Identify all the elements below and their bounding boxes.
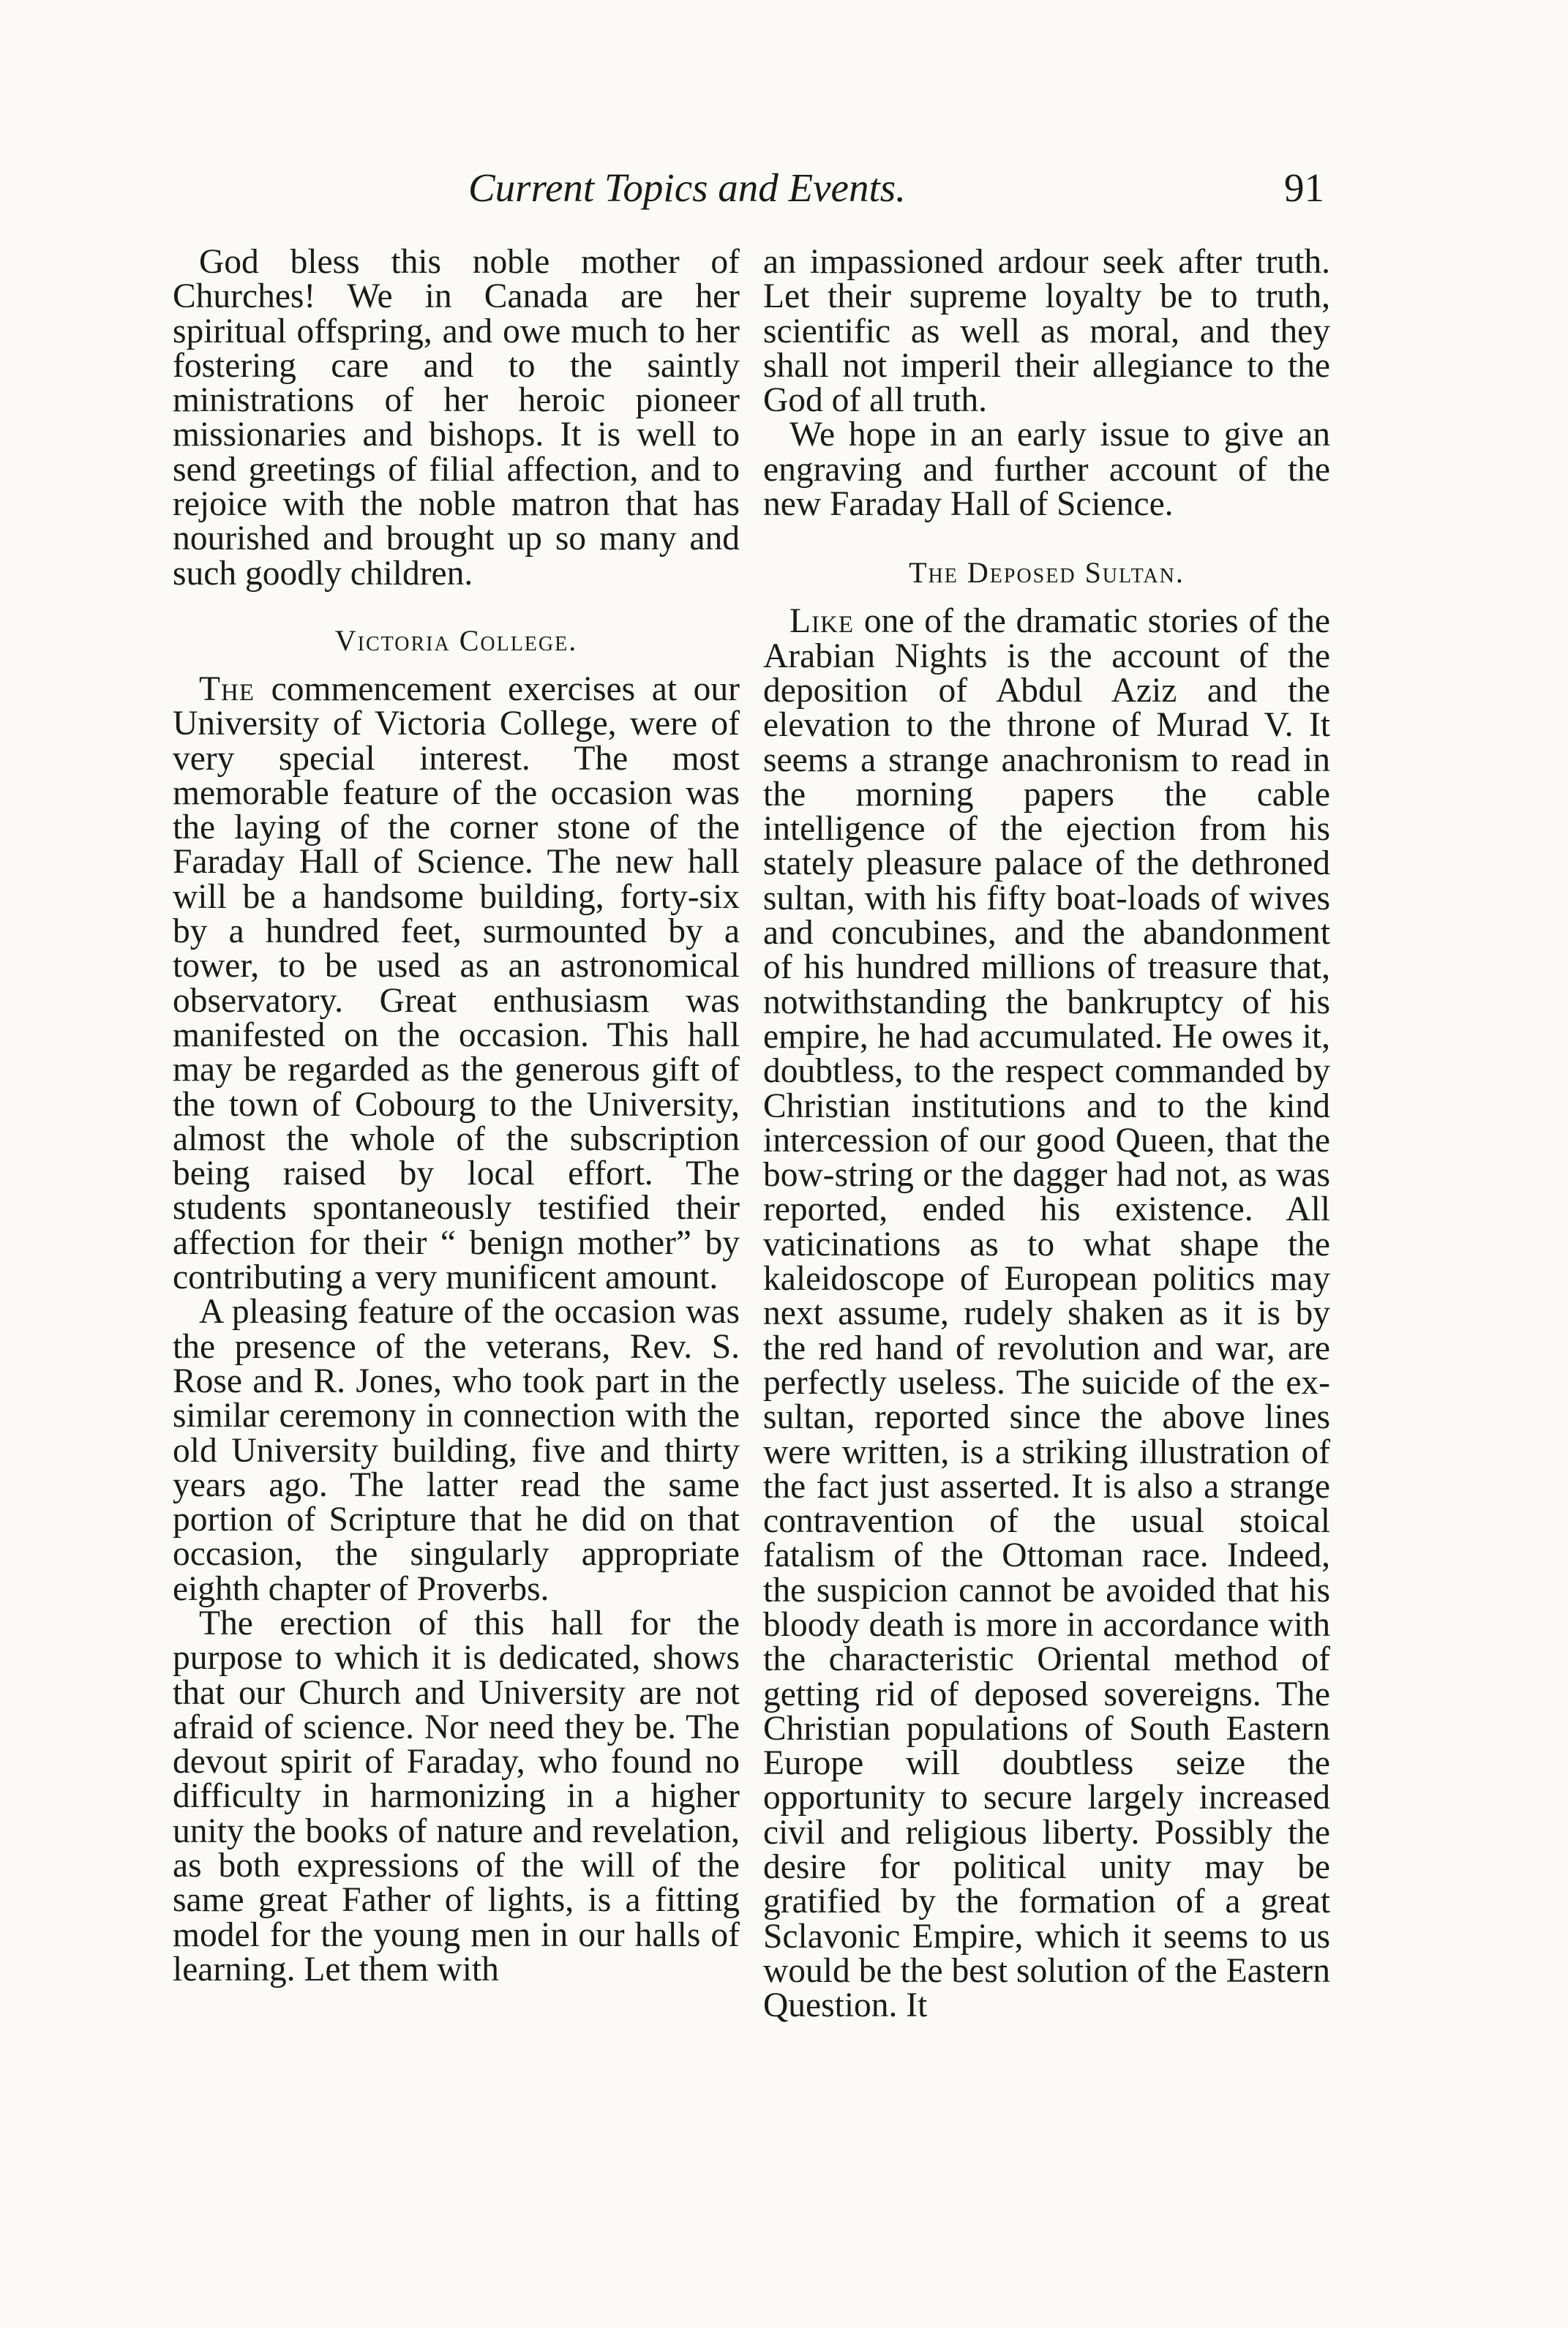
running-title: Current Topics and Events. bbox=[468, 165, 906, 210]
paragraph-engraving: We hope in an early issue to give an engraving and further account of the new Faraday Hall of Science. bbox=[763, 416, 1330, 524]
left-column bbox=[173, 245, 740, 1987]
lead-word: Like bbox=[789, 602, 854, 641]
lead-word: The bbox=[199, 669, 255, 708]
section-heading-deposed-sultan: The Deposed Sultan. bbox=[909, 556, 1185, 590]
page-number: 91 bbox=[1284, 165, 1324, 210]
paragraph-sultan-body: one of the dramatic stories of the Arabian Nights is the account of the deposition of Abdul Aziz and the elevation to the throne of Murad V. It seems a strange anachronism to read in the morning papers the cable intelligence of the ejection from his stately pleasure palace of the dethroned sultan, with his fifty boat-loads of wives and concubines, and the abandonment of his hundred millions of treasure that, notwithstanding the bankruptcy of his empire, he had accumulated. He owes it, doubtless, to the respect commanded by Christian institutions and to the kind intercession of our good Queen, that the bow-string or the dagger had not, as was reported, ended his existence. All vaticinations as to what shape the kaleidoscope of European politics may next assume, rudely shaken as it is by the red hand of revolution and war, are perfectly useless. The suicide of the ex-sultan, reported since the above lines were written, is a striking illustration of the fact just asserted. It is also a strange contravention of the usual stoical fatalism of the Ottoman race. Indeed, the suspicion cannot be avoided that his bloody death is more in accordance with the characteristic Oriental method of getting rid of deposed sovereigns. The Christian populations of South Eastern Europe will doubtless seize the opportunity to secure largely increased civil and religious liberty. Possibly the desire for political unity may be gratified by the formation of a great Sclavonic Empire, which it seems to us would be the best solution of the Eastern Question. It bbox=[763, 602, 1330, 2025]
right-column bbox=[763, 245, 1330, 2024]
paragraph-erection: The erection of this hall for the purpose to which it is dedicated, shows that our Church and University are not afraid of science. Nor need they be. The devout spirit of Faraday, who found no difficulty in harmonizing in a higher unity the books of nature and revelation, as both expressions of the will of the same great Father of lights, is a fitting model for the young men in our halls of learning. Let them with bbox=[173, 1604, 740, 1989]
paragraph-mother-of-churches: God bless this noble mother of Churches! We in Canada are her spiritual offspring, and owe much to her fostering care and to the saintly ministrations of her heroic pioneer missionaries and bishops. It is well to send greetings of filial affection, and to rejoice with the noble matron that has nourished and brought up so many and such goodly children. bbox=[173, 243, 740, 593]
paragraph-sultan bbox=[763, 604, 1330, 2023]
paragraph-commencement-body: commencement exercises at our University of Victoria College, were of very special interest. The most memorable feature of the occasion was the laying of the corner stone of the Faraday Hall of Science. The new hall will be a handsome building, forty-six by a hundred feet, surmounted by a tower, to be used as an astronomical observatory. Great enthusiasm was manifested on the occasion. This hall may be regarded as the generous gift of the town of Cobourg to the University, almost the whole of the subscription being raised by local effort. The students spontaneously testified their affection for their “ benign mother” by contributing a very munificent amount. bbox=[173, 669, 740, 1297]
section-heading-victoria-college: Victoria College. bbox=[334, 623, 578, 657]
paragraph-veterans: A pleasing feature of the occasion was the presence of the veterans, Rev. S. Rose and R. Jones, who took part in the similar ceremony in connection with the old University building, five and thirty years ago. The latter read the same portion of Scripture that he did on that occasion, the singularly appropriate eighth chapter of Proverbs. bbox=[173, 1293, 740, 1608]
paragraph-continuation: an impassioned ardour seek after truth. Let their supreme loyalty be to truth, scientific as well as moral, and they shall not imperil their allegiance to the God of all truth. bbox=[763, 243, 1330, 420]
paragraph-commencement bbox=[173, 669, 740, 1297]
